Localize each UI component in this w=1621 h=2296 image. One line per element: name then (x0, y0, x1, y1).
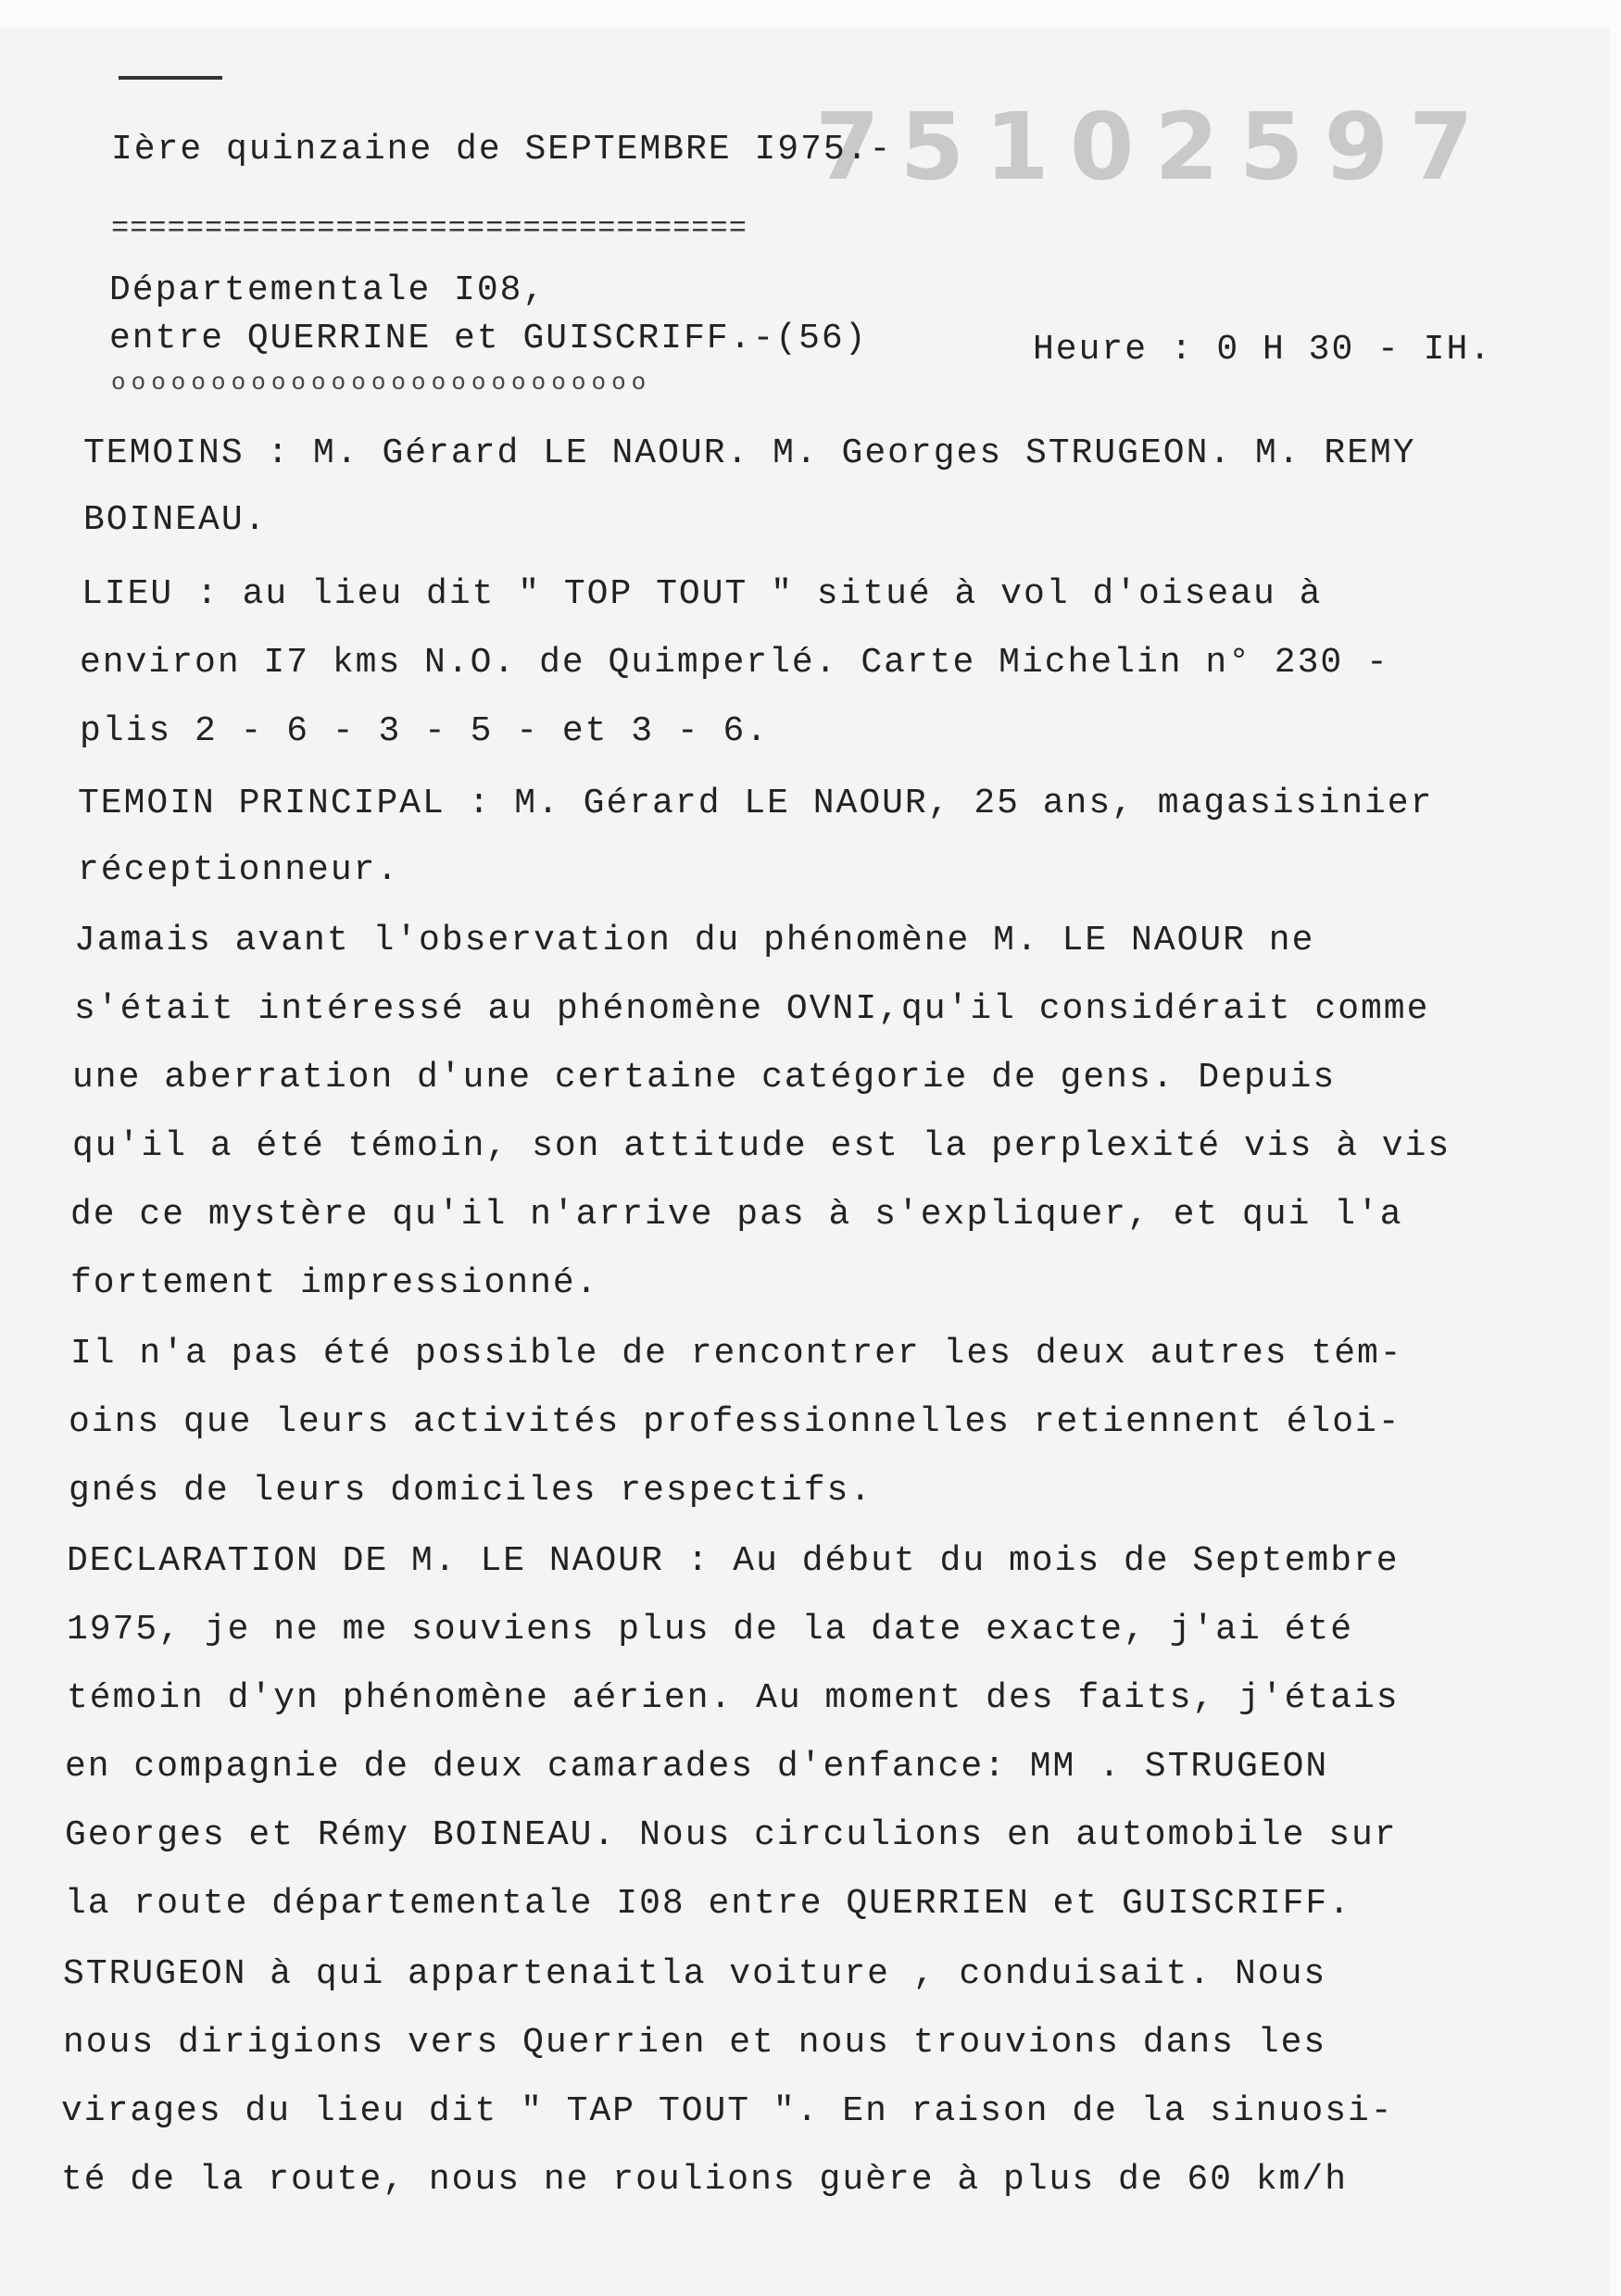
body-line: témoin d'yn phénomène aérien. Au moment des faits, j'étais (67, 1678, 1400, 1718)
body-line: nous dirigions vers Querrien et nous trouvions dans les (63, 2023, 1327, 2063)
body-line: s'était intéressé au phénomène OVNI,qu'il considérait comme (74, 989, 1430, 1029)
body-line: une aberration d'une certaine catégorie de gens. Depuis (72, 1058, 1337, 1098)
body-line: BOINEAU. (83, 500, 268, 540)
road-line-2: entre QUERRINE et GUISCRIFF.-(56) (109, 319, 868, 358)
scan-edge-right (1610, 0, 1621, 2296)
body-line: plis 2 - 6 - 3 - 5 - et 3 - 6. (80, 711, 770, 751)
body-line: de ce mystère qu'il n'arrive pas à s'expliquer, et qui l'a (70, 1195, 1403, 1235)
road-line-1: Départementale I08, (109, 270, 547, 310)
body-line: Jamais avant l'observation du phénomène M. LE NAOUR ne (74, 921, 1315, 960)
body-line: 1975, je ne me souviens plus de la date exacte, j'ai été (67, 1610, 1354, 1650)
body-line: réceptionneur. (78, 850, 400, 890)
date-underline: ================================== (111, 211, 748, 245)
body-line: LIEU : au lieu dit " TOP TOUT " situé à vol d'oiseau à (82, 574, 1323, 614)
top-dash-mark (119, 76, 222, 80)
body-line: TEMOIN PRINCIPAL : M. Gérard LE NAOUR, 25 ans, magasisinier (78, 784, 1434, 823)
body-line: STRUGEON à qui appartenaitla voiture , conduisait. Nous (63, 1954, 1327, 1994)
body-line: Il n'a pas été possible de rencontrer les deux autres tém- (70, 1334, 1403, 1374)
date-line: Ière quinzaine de SEPTEMBRE I975.- (111, 130, 893, 169)
body-line: DECLARATION DE M. LE NAOUR : Au début du mois de Septembre (67, 1541, 1400, 1581)
body-line: virages du lieu dit " TAP TOUT ". En raison de la sinuosi- (61, 2091, 1394, 2131)
body-line: gnés de leurs domiciles respectifs. (69, 1471, 873, 1511)
body-line: TEMOINS : M. Gérard LE NAOUR. M. Georges STRUGEON. M. REMY (83, 433, 1416, 473)
time-label: Heure : 0 H 30 - IH. (1033, 330, 1493, 370)
body-line: en compagnie de deux camarades d'enfance: MM . STRUGEON (65, 1747, 1329, 1787)
body-line: fortement impressionné. (70, 1263, 599, 1303)
document-stamp-number: 75102597 (815, 93, 1494, 201)
body-line: té de la route, nous ne roulions guère à plus de 60 km/h (61, 2160, 1349, 2200)
body-line: environ I7 kms N.O. de Quimperlé. Carte Michelin n° 230 - (80, 643, 1389, 683)
body-line: oins que leurs activités professionnelles retiennent éloi- (69, 1402, 1401, 1442)
scan-edge-top (0, 0, 1621, 28)
body-line: Georges et Rémy BOINEAU. Nous circulions en automobile sur (65, 1815, 1398, 1855)
body-line: la route départementale I08 entre QUERRIEN et GUISCRIFF. (65, 1884, 1352, 1924)
dotted-separator: ooooooooooooooooooooooooooo (111, 369, 652, 396)
body-line: qu'il a été témoin, son attitude est la perplexité vis à vis (72, 1126, 1451, 1166)
